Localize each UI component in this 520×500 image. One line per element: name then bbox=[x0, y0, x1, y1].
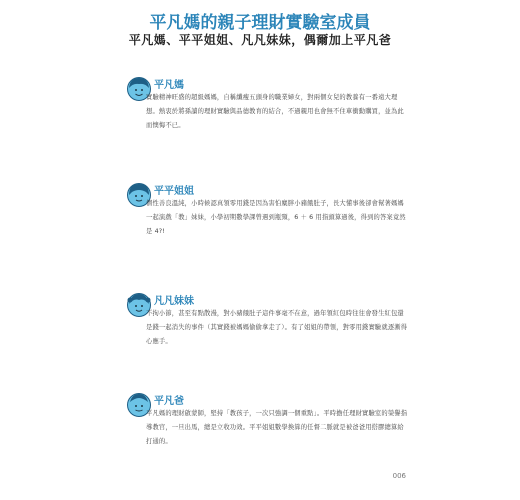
member-description: 實驗精神旺盛的超級媽媽，自稱纖瘦五頭身的職業婦女，對兩個女兒的教養有一番遠大理想。熱衷於將孫讀的理財實驗與品德教育的結合，不過親用也會無不住車衝動購買，並為此而懊悔不已。 bbox=[146, 94, 404, 129]
page-number: 006 bbox=[392, 472, 406, 480]
member-name: 平凡爸 bbox=[154, 396, 184, 407]
member-description: 個性善良溫純，小時候認真領零用錢是因為害怕麋胖小豬餓肚子，長大懂事後卻會幫著媽媽一起演戲「教」妹妹，小學初期數學課曾遇到瓶頸，6 ＋ 6 用指頭算過後，得到的答案竟然是 4?! bbox=[146, 200, 406, 235]
member-description: 不拘小節，甚至有點散漫，對小豬餓肚子這件事毫不在意，過年領紅包時往往會發生紅包還是錢一起消失的事件（其實錢被媽媽偷偷拿走了）。有了姐姐的帶領，對零用錢實驗就逐漸得心應手。 bbox=[146, 310, 408, 345]
member-description: 平凡媽的理財啟蒙師，堅持「教孩子，一次只強調一個重點」。平時擔任理財實驗室的榮譽指導教官，一旦出馬，總是立收功效。平平姐姐數學換算的任督二脈就是被爸爸用搭膠總算給打通的。 bbox=[146, 410, 408, 445]
page-title: 平凡媽的親子理財實驗室成員 bbox=[149, 13, 371, 33]
member-name: 平平姐姐 bbox=[154, 186, 194, 197]
page-subtitle: 平凡媽、平平姐姐、凡凡妹妹，偶爾加上平凡爸 bbox=[128, 33, 392, 47]
member-name: 凡凡妹妹 bbox=[154, 296, 194, 307]
member-name: 平凡媽 bbox=[154, 80, 184, 91]
